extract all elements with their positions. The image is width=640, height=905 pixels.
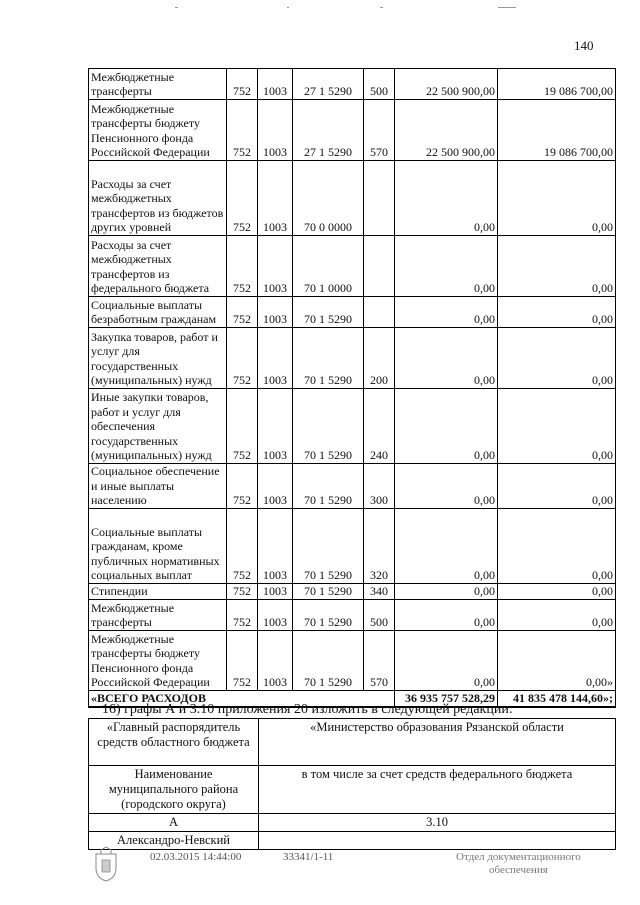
section-code: 1003: [258, 464, 293, 509]
budget-row: [89, 584, 616, 600]
row-name: Межбюджетные трансферты: [89, 69, 227, 100]
appendix-cell: [259, 832, 616, 850]
ved-code: 752: [227, 161, 258, 236]
ved-code: 752: [227, 509, 258, 584]
budget-row: [89, 161, 616, 236]
amount-2017: 0,00: [498, 161, 616, 236]
appendix-cell: Наименование муниципального района (городского округа): [89, 766, 259, 814]
amount-2017: 0,00»: [498, 631, 616, 691]
target-article: 70 0 0000: [293, 161, 364, 236]
section-code: 1003: [258, 509, 293, 584]
budget-row: [89, 297, 616, 328]
ved-code: 752: [227, 236, 258, 297]
amount-2016: 0,00: [395, 464, 498, 509]
budget-row: [89, 328, 616, 389]
section-code: 1003: [258, 631, 293, 691]
amount-2016: 0,00: [395, 161, 498, 236]
expense-type: [364, 236, 395, 297]
ved-code: 752: [227, 389, 258, 464]
section-code: 1003: [258, 236, 293, 297]
target-article: 70 1 5290: [293, 389, 364, 464]
row-name: Социальные выплаты гражданам, кроме публичных нормативных социальных выплат: [89, 509, 227, 584]
ved-code: 752: [227, 600, 258, 631]
amount-2017: 19 086 700,00: [498, 69, 616, 100]
appendix-cell: Александро-Невский: [89, 832, 259, 850]
section-code: 1003: [258, 328, 293, 389]
amount-2017: 0,00: [498, 389, 616, 464]
expense-type: 300: [364, 464, 395, 509]
section-code: 1003: [258, 389, 293, 464]
expense-type: 500: [364, 69, 395, 100]
coat-of-arms-icon: [92, 846, 120, 882]
amount-2016: 22 500 900,00: [395, 69, 498, 100]
row-name: Межбюджетные трансферты: [89, 600, 227, 631]
row-name: Межбюджетные трансферты бюджету Пенсионного фонда Российской Федерации: [89, 100, 227, 161]
ved-code: 752: [227, 297, 258, 328]
total-label: «ВСЕГО РАСХОДОВ: [89, 691, 395, 707]
expense-type: [364, 161, 395, 236]
budget-row: [89, 236, 616, 297]
budget-row: [89, 631, 616, 691]
amount-2016: 0,00: [395, 236, 498, 297]
appendix-row: [89, 766, 616, 814]
amount-2016: 0,00: [395, 509, 498, 584]
ved-code: 752: [227, 464, 258, 509]
row-name: Социальное обеспечение и иные выплаты населению: [89, 464, 227, 509]
target-article: 70 1 5290: [293, 328, 364, 389]
amount-2016: 22 500 900,00: [395, 100, 498, 161]
target-article: 70 1 5290: [293, 464, 364, 509]
budget-row: [89, 389, 616, 464]
appendix-cell: А: [89, 814, 259, 832]
footer-datetime: 02.03.2015 14:44:00: [150, 851, 242, 863]
amount-2017: 0,00: [498, 600, 616, 631]
amount-2016: 0,00: [395, 297, 498, 328]
target-article: 27 1 5290: [293, 69, 364, 100]
section-code: 1003: [258, 100, 293, 161]
stamp-line: обеспечения: [489, 864, 548, 876]
budget-row: [89, 464, 616, 509]
expense-type: 340: [364, 584, 395, 600]
target-article: 70 1 5290: [293, 509, 364, 584]
ved-code: 752: [227, 631, 258, 691]
row-name: Стипендии: [89, 584, 227, 600]
row-name: Расходы за счет межбюджетных трансфертов из федерального бюджета: [89, 236, 227, 297]
amount-2017: 0,00: [498, 236, 616, 297]
appendix-row: [89, 832, 616, 850]
section-code: 1003: [258, 584, 293, 600]
budget-table-body: [89, 69, 616, 707]
top-scan-marks: [0, 0, 640, 14]
expense-type: [364, 297, 395, 328]
expense-type: 320: [364, 509, 395, 584]
target-article: 27 1 5290: [293, 100, 364, 161]
row-name: Расходы за счет межбюджетных трансфертов из бюджетов других уровней: [89, 161, 227, 236]
budget-table: [88, 68, 616, 708]
ved-code: 752: [227, 584, 258, 600]
appendix-cell: в том числе за счет средств федерального бюджета: [259, 766, 616, 814]
row-name: Межбюджетные трансферты бюджету Пенсионного фонда Российской Федерации: [89, 631, 227, 691]
ved-code: 752: [227, 100, 258, 161]
total-amount-2017: 41 835 478 144,60»;: [498, 691, 616, 707]
section-code: 1003: [258, 297, 293, 328]
section-code: 1003: [258, 69, 293, 100]
appendix-cell: «Министерство образования Рязанской области: [259, 719, 616, 766]
appendix-table: [88, 718, 616, 850]
amount-2017: 0,00: [498, 509, 616, 584]
page-number: 140: [574, 38, 594, 53]
row-name: Иные закупки товаров, работ и услуг для обеспечения государственных (муниципальных) нужд: [89, 389, 227, 464]
amount-2016: 0,00: [395, 584, 498, 600]
amendment-paragraph: 16) графы А и 3.10 приложения 20 изложить в следующей редакции:: [102, 702, 513, 717]
amount-2016: 0,00: [395, 600, 498, 631]
amount-2017: 0,00: [498, 464, 616, 509]
appendix-row: [89, 814, 616, 832]
ved-code: 752: [227, 69, 258, 100]
expense-type: 240: [364, 389, 395, 464]
amount-2017: 19 086 700,00: [498, 100, 616, 161]
amount-2017: 0,00: [498, 584, 616, 600]
budget-row: [89, 600, 616, 631]
target-article: 70 1 0000: [293, 236, 364, 297]
appendix-cell: «Главный распорядитель средств областного бюджета: [89, 719, 259, 766]
appendix-row: [89, 719, 616, 766]
total-amount-2016: 36 935 757 528,29: [395, 691, 498, 707]
expense-type: 570: [364, 631, 395, 691]
target-article: 70 1 5290: [293, 297, 364, 328]
expense-type: 500: [364, 600, 395, 631]
section-code: 1003: [258, 161, 293, 236]
ved-code: 752: [227, 328, 258, 389]
budget-row: [89, 69, 616, 100]
target-article: 70 1 5290: [293, 600, 364, 631]
expense-type: 570: [364, 100, 395, 161]
budget-row: [89, 100, 616, 161]
target-article: 70 1 5290: [293, 584, 364, 600]
section-code: 1003: [258, 600, 293, 631]
row-name: Закупка товаров, работ и услуг для государственных (муниципальных) нужд: [89, 328, 227, 389]
budget-row: [89, 509, 616, 584]
expense-type: 200: [364, 328, 395, 389]
stamp-line: Отдел документационного: [456, 851, 581, 863]
target-article: 70 1 5290: [293, 631, 364, 691]
amount-2017: 0,00: [498, 297, 616, 328]
department-stamp: [456, 851, 581, 877]
row-name: Социальные выплаты безработным гражданам: [89, 297, 227, 328]
amount-2016: 0,00: [395, 389, 498, 464]
footer-doc-id: 33341/1-11: [283, 851, 334, 863]
amount-2017: 0,00: [498, 328, 616, 389]
amount-2016: 0,00: [395, 328, 498, 389]
amount-2016: 0,00: [395, 631, 498, 691]
appendix-cell: 3.10: [259, 814, 616, 832]
